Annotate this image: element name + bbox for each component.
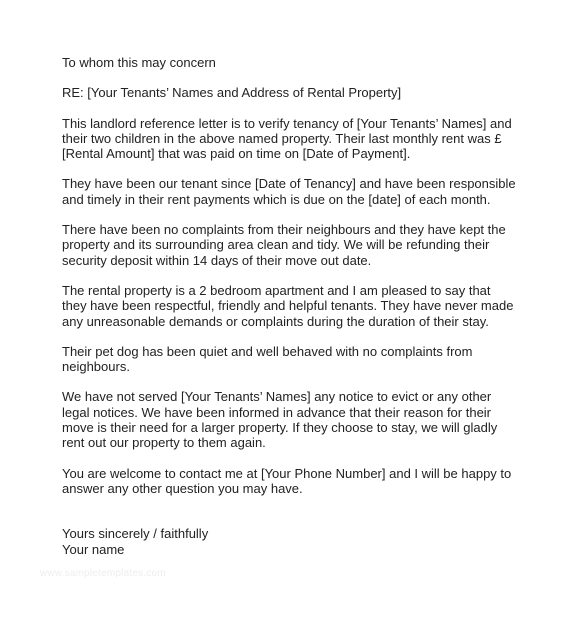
closing-block <box>62 526 532 557</box>
reference-letter <box>62 55 532 557</box>
signature-name: Your name <box>62 541 125 557</box>
subject-line: RE: [Your Tenants’ Names and Address of Rental Property] <box>62 85 402 101</box>
paragraph-verification: This landlord reference letter is to verify tenancy of [Your Tenants’ Names] and their two children in the above named property. Their last monthly rent was £ [Rental Amount] that was paid on time on [Date of Payment]. <box>62 115 512 162</box>
watermark-text: www.sampletemplates.com <box>40 568 166 579</box>
paragraph-neighbours: There have been no complaints from their neighbours and they have kept the property and its surrounding area clean and tidy. We will be refunding their security deposit within 14 days of their move out date. <box>62 222 506 268</box>
paragraph-property: The rental property is a 2 bedroom apartment and I am pleased to say that they have been respectful, friendly and helpful tenants. They have never made any unreasonable demands or complaints during the duration of their stay. <box>62 282 514 329</box>
paragraph-pet: Their pet dog has been quiet and well behaved with no complaints from neighbours. <box>62 343 473 375</box>
salutation: To whom this may concern <box>62 55 216 70</box>
closing-phrase: Yours sincerely / faithfully <box>62 526 209 542</box>
paragraph-tenancy: They have been our tenant since [Date of Tenancy] and have been responsible and timely in their rent payments which is due on the [date] of each month. <box>62 176 516 207</box>
paragraph-notices: We have not served [Your Tenants’ Names] any notice to evict or any other legal notices. We have been informed in advance that their reason for their move is their need for a larger property. If they choose to stay, we will gladly rent out our property to them again. <box>62 389 498 451</box>
paragraph-contact: You are welcome to contact me at [Your Phone Number] and I will be happy to answer any other question you may have. <box>62 465 512 496</box>
